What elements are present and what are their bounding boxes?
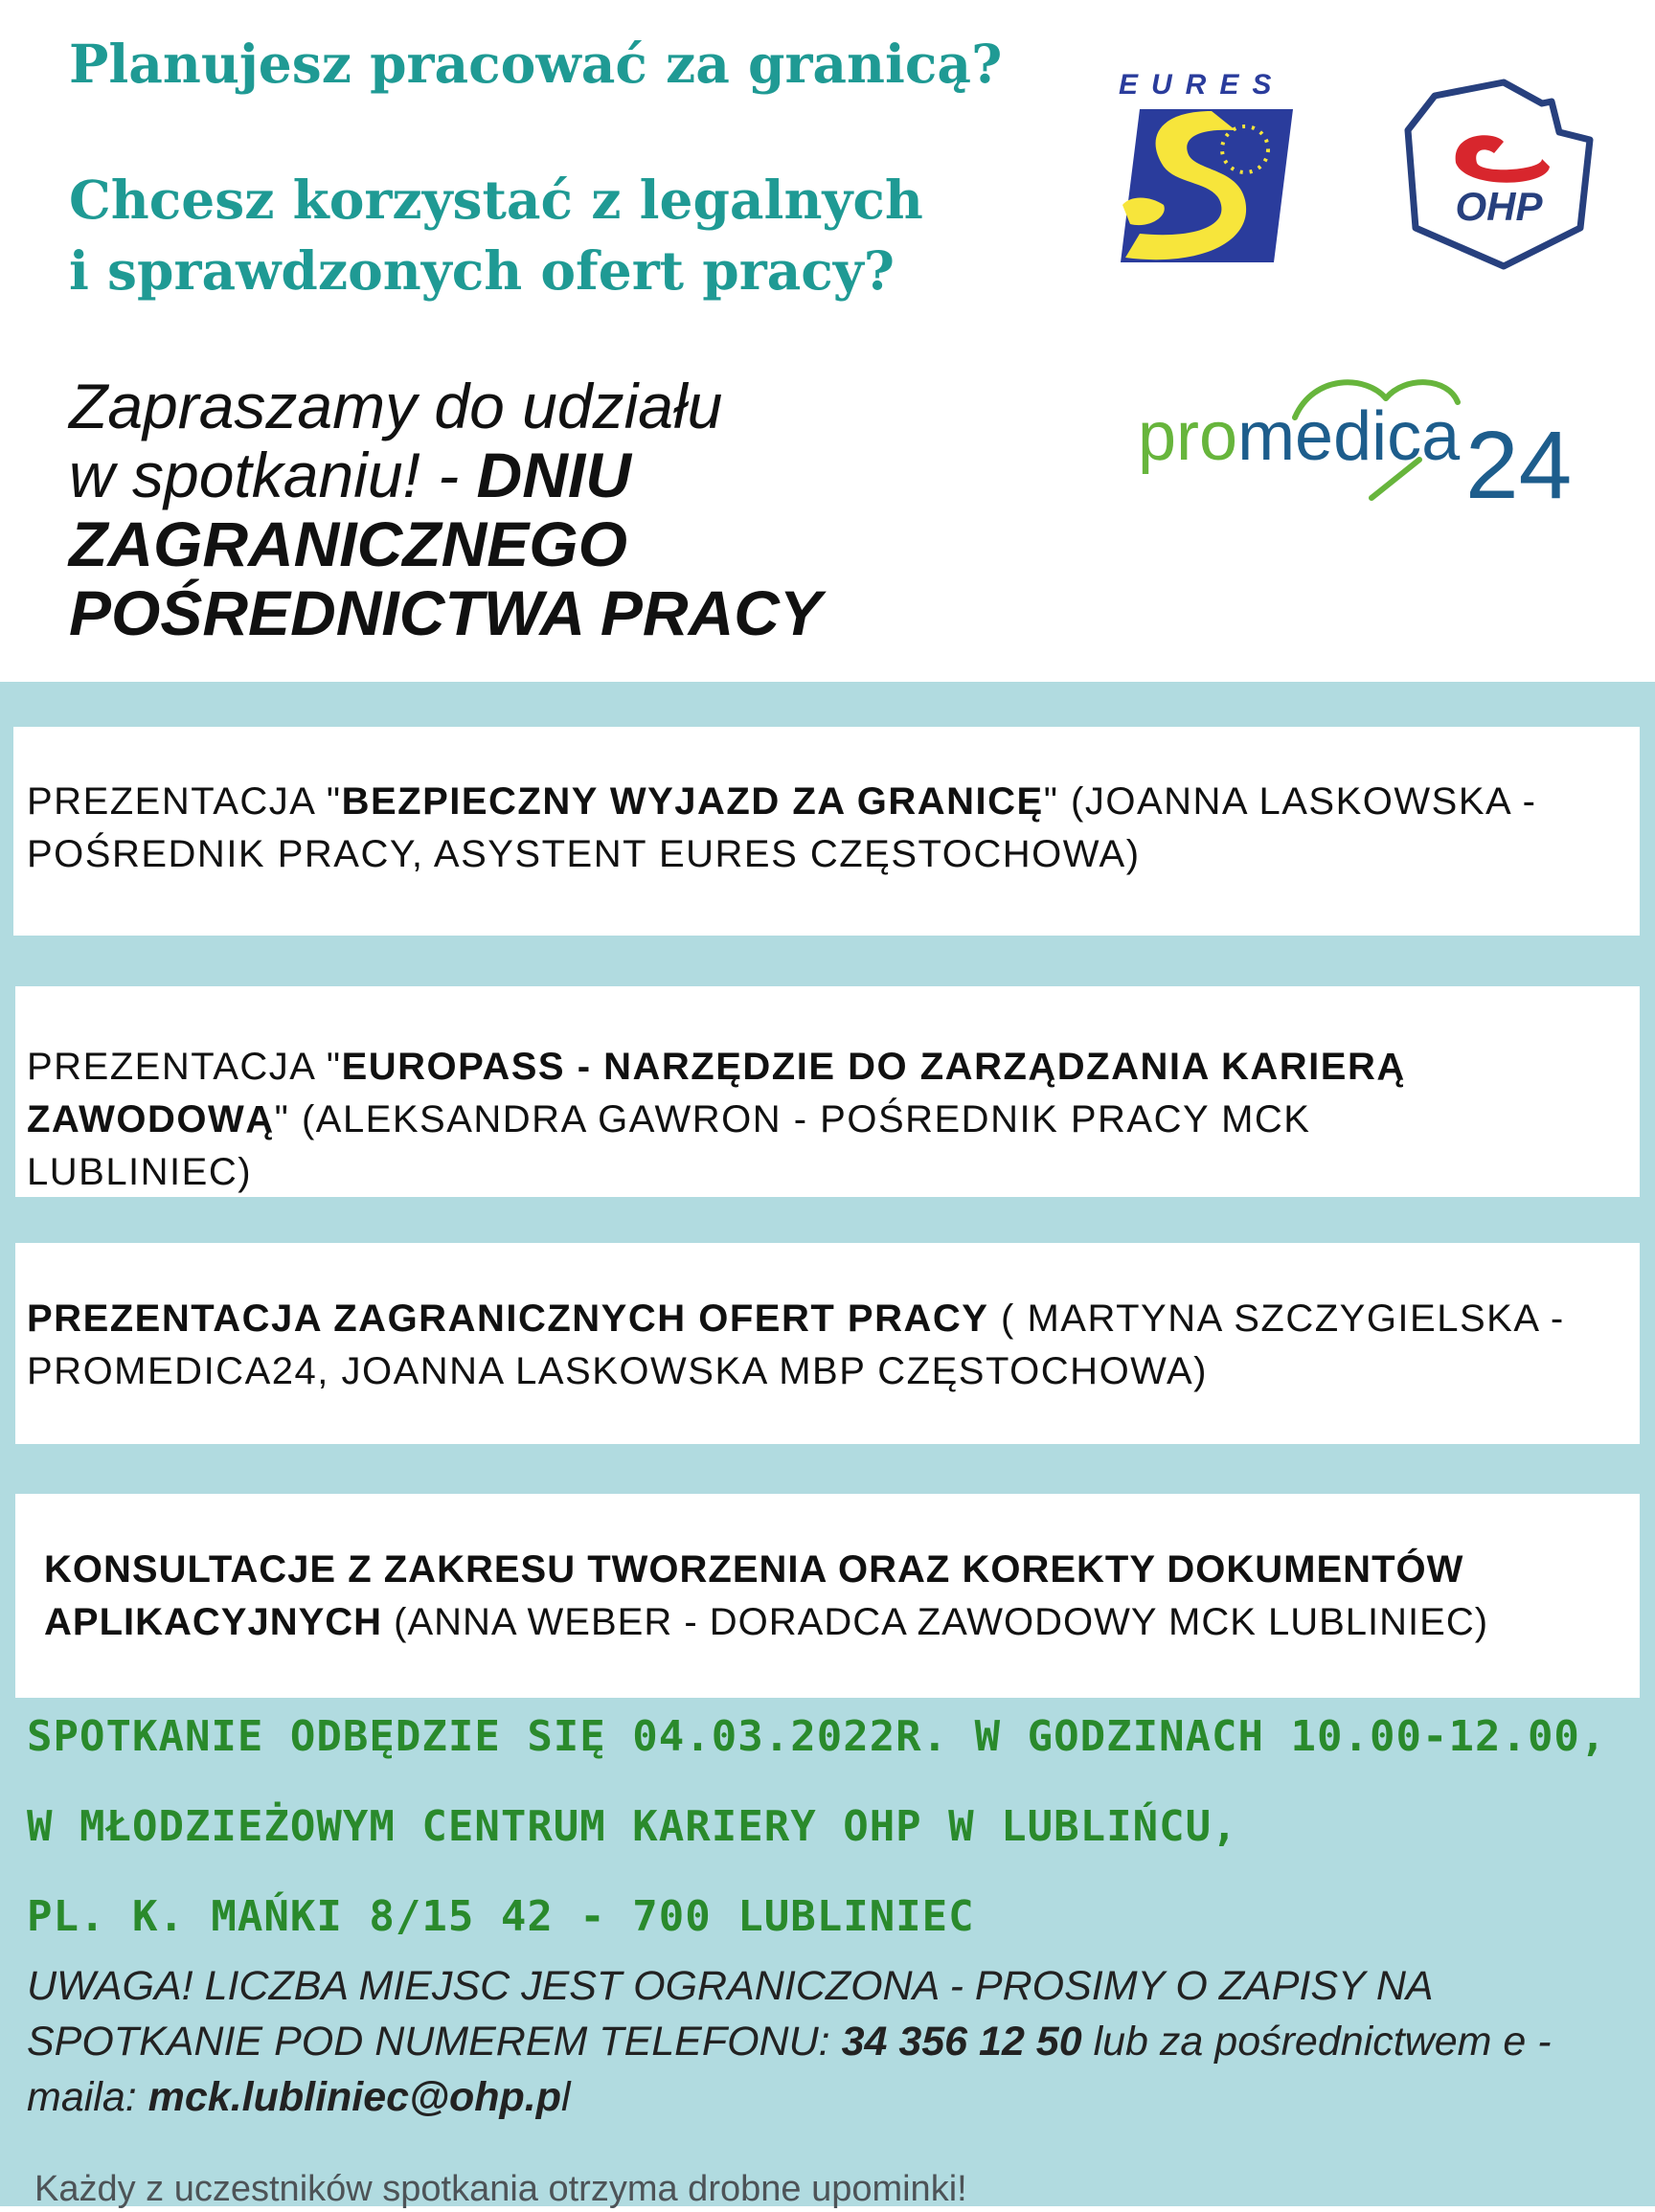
registration-note (27, 1958, 1645, 2125)
question-legal-offers-line1: Chcesz korzystać z legalnych (69, 169, 923, 231)
footer-gifts-note: Każdy z uczestników spotkania otrzyma drobne upominki! (34, 2169, 967, 2209)
promedica-logo-24: 24 (1465, 412, 1573, 517)
promedica-logo-pro: pro (1138, 398, 1238, 475)
phone-number[interactable]: 34 356 12 50 (841, 2019, 1082, 2065)
program-item-2-details: " (ALEKSANDRA GAWRON - POŚREDNIK PRACY MCK LUBLINIEC) (27, 1098, 1311, 1193)
program-item-3 (27, 1293, 1645, 1398)
program-item-4 (44, 1544, 1634, 1649)
ohp-logo (1398, 75, 1599, 276)
promedica-logo-medica: medica (1237, 398, 1461, 475)
program-item-3-details: ( MARTYNA SZCZYGIELSKA - PROMEDICA24, JOANNA LASKOWSKA MBP CZĘSTOCHOWA) (27, 1298, 1565, 1392)
program-item-3-title: PREZENTACJA ZAGRANICZNYCH OFERT PRACY (27, 1298, 989, 1340)
promedica24-logo (1132, 364, 1592, 517)
registration-note-text1: UWAGA! LICZBA MIEJSC JEST OGRANICZONA - PROSIMY O ZAPISY NA SPOTKANIE POD NUMEREM TELEFONU: (27, 1963, 1433, 2065)
invitation-line4: POŚREDNICTWA PRACY (69, 577, 822, 648)
meeting-address: PL. K. MAŃKI 8/15 42 - 700 LUBLINIEC (27, 1892, 975, 1941)
email-tail: l (561, 2074, 571, 2120)
program-item-4-details: (ANNA WEBER - DORADCA ZAWODOWY MCK LUBLINIEC) (382, 1601, 1489, 1643)
program-item-2 (27, 1041, 1521, 1199)
ohp-logo-text: OHP (1455, 184, 1543, 229)
invitation-heading (69, 372, 988, 647)
eures-logo (1111, 61, 1303, 272)
svg-text:promedica (1138, 398, 1461, 475)
program-item-1 (27, 776, 1645, 881)
program-item-1-title: BEZPIECZNY WYJAZD ZA GRANICĘ (341, 780, 1044, 823)
program-item-2-pre: PREZENTACJA " (27, 1046, 342, 1088)
program-item-1-pre: PREZENTACJA " (27, 780, 342, 823)
invitation-line1: Zapraszamy do udziału (69, 371, 723, 441)
invitation-line3: ZAGRANICZNEGO (69, 508, 627, 579)
question-legal-offers (69, 165, 931, 306)
invitation-line2-bold: DNIU (476, 440, 631, 510)
question-legal-offers-line2: i sprawdzonych ofert pracy? (69, 239, 895, 302)
program-item-2-title: EUROPASS - NARZĘDZIE DO ZARZĄDZANIA KARIERĄ ZAWODOWĄ (27, 1046, 1406, 1140)
registration-note-text2: lub za pośrednictwem e - maila: (27, 2019, 1552, 2120)
program-item-4-title: KONSULTACJE Z ZAKRESU TWORZENIA ORAZ KOREKTY DOKUMENTÓW APLIKACYJNYCH (44, 1548, 1464, 1643)
eures-logo-text: EURES (1119, 69, 1285, 101)
email-address[interactable]: mck.lubliniec@ohp.p (147, 2074, 562, 2120)
question-work-abroad: Planujesz pracować za granicą? (69, 33, 1003, 95)
program-item-1-details: " (JOANNA LASKOWSKA - POŚREDNIK PRACY, ASYSTENT EURES CZĘSTOCHOWA) (27, 780, 1537, 875)
meeting-venue: W MŁODZIEŻOWYM CENTRUM KARIERY OHP W LUBLIŃCU, (27, 1802, 1238, 1851)
invitation-line2: w spotkaniu! - (69, 440, 477, 510)
meeting-date-time: SPOTKANIE ODBĘDZIE SIĘ 04.03.2022R. W GODZINACH 10.00-12.00, (27, 1712, 1607, 1761)
